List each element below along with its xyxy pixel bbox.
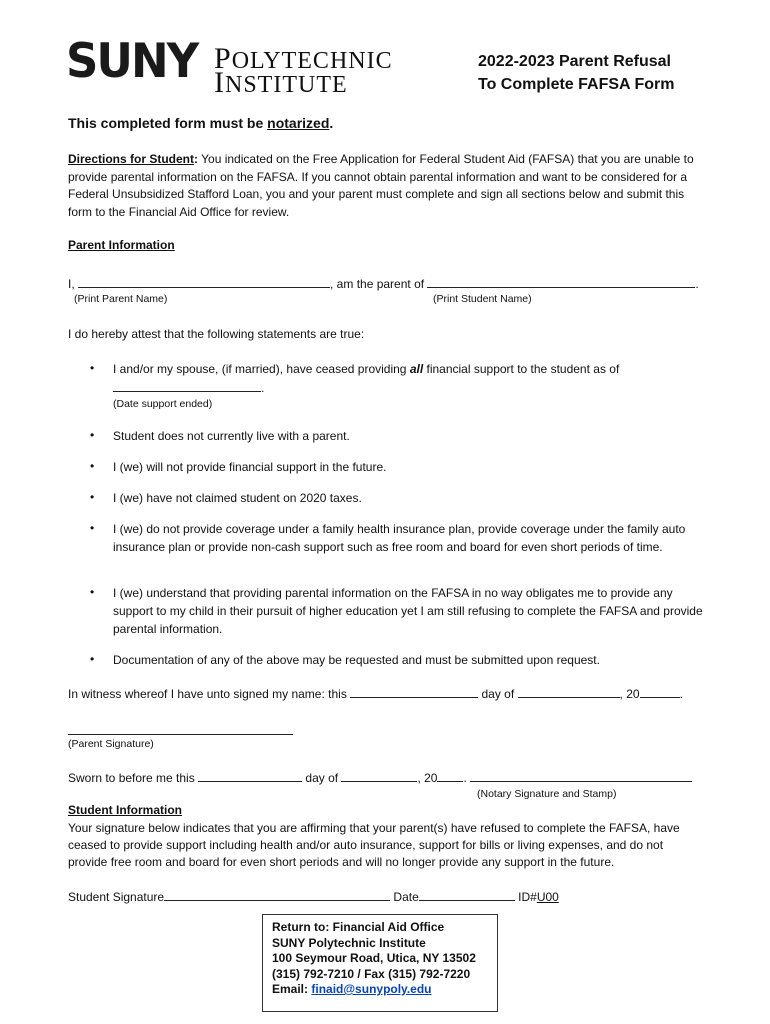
attest-text: I do hereby attest that the following statements are true: — [68, 327, 365, 341]
sworn-month-field[interactable] — [341, 770, 417, 782]
witness-day-of: day of — [481, 687, 515, 701]
form-title-line1: 2022-2023 Parent Refusal — [478, 53, 671, 70]
bullet-not-live: Student does not currently live with a parent. — [113, 429, 350, 443]
sworn-day-of: day of — [305, 771, 339, 785]
bullet-dot: • — [90, 490, 95, 504]
parent-signature-label: (Parent Signature) — [68, 738, 154, 750]
return-email-line — [272, 982, 488, 998]
logo-suny: SUNY — [66, 32, 198, 89]
id-label: ID# — [518, 890, 537, 904]
b1-pre: I and/or my spouse, (if married), have ceased providing — [113, 362, 410, 376]
bullet-dot: • — [90, 428, 95, 442]
sworn-year: , 20 — [417, 771, 438, 785]
date-label: Date — [393, 890, 419, 904]
sworn-line — [68, 770, 692, 785]
date-support-label: (Date support ended) — [113, 398, 213, 410]
sworn-comma: . — [463, 771, 467, 785]
notarized-notice — [68, 115, 333, 131]
return-to-box — [262, 914, 498, 1012]
sworn-year-field[interactable] — [437, 770, 463, 782]
return-line2: SUNY Polytechnic Institute — [272, 935, 426, 950]
logo-i: I — [214, 66, 225, 99]
b1-post: financial support to the student as of — [423, 362, 620, 376]
id-prefix: U00 — [536, 890, 559, 904]
bullet-not-claimed: I (we) have not claimed student on 2020 taxes. — [113, 491, 362, 505]
date-field[interactable] — [419, 889, 515, 901]
bullet-dot: • — [90, 652, 95, 666]
logo-line2-rest: NSTITUTE — [225, 72, 348, 98]
parent-line-period: . — [695, 277, 699, 291]
notarized-suffix: . — [329, 115, 334, 131]
directions-colon: : — [194, 152, 199, 166]
student-sig-label: Student Signature — [68, 890, 165, 904]
witness-end: . — [679, 687, 683, 701]
logo-institute — [214, 68, 348, 98]
witness-pre: In witness whereof I have unto signed my name: this — [68, 687, 347, 701]
parent-name-line — [68, 276, 699, 291]
parent-name-field[interactable] — [78, 276, 330, 288]
print-student-label: (Print Student Name) — [433, 293, 532, 305]
witness-day-field[interactable] — [350, 686, 478, 698]
bullet-dot: • — [90, 459, 95, 473]
return-line1: Return to: Financial Aid Office — [272, 920, 445, 934]
bullet-no-future-support: I (we) will not provide financial support in the future. — [113, 460, 387, 474]
directions-paragraph — [68, 151, 700, 221]
i-prefix: I, — [68, 277, 75, 291]
bullet-dot: • — [90, 361, 95, 375]
sworn-pre: Sworn to before me this — [68, 771, 195, 785]
witness-year-field[interactable] — [640, 686, 680, 698]
notarized-emph: notarized — [267, 115, 330, 131]
directions-label: Directions for Student — [68, 152, 195, 166]
witness-line — [68, 686, 683, 701]
bullet-understand: I (we) understand that providing parental information on the FAFSA in no way obligates me to provide any support to my child in their pursuit of higher education yet I am still refusing to complete the FAFSA and provide parental information. — [113, 586, 703, 636]
return-line3: 100 Seymour Road, Utica, NY 13502 — [272, 951, 476, 965]
form-title — [478, 50, 674, 96]
bullet-documentation: Documentation of any of the above may be requested and must be submitted upon request. — [113, 653, 600, 667]
id-field[interactable] — [537, 890, 687, 904]
bullet-no-coverage: I (we) do not provide coverage under a family health insurance plan, provide coverage under the family auto insurance plan or provide non-cash support such as free room and board for even short periods of time. — [113, 522, 686, 554]
email-link[interactable]: finaid@sunypoly.edu — [311, 982, 432, 996]
notary-label: (Notary Signature and Stamp) — [477, 788, 617, 800]
bullet-dot: • — [90, 521, 95, 535]
email-label: Email: — [272, 982, 312, 996]
b1-period: . — [261, 381, 265, 395]
notarized-prefix: This completed form must be — [68, 115, 268, 131]
witness-month-field[interactable] — [518, 686, 620, 698]
parent-signature-field[interactable] — [68, 722, 293, 735]
parent-info-heading: Parent Information — [68, 238, 175, 252]
bullet-support-ceased — [113, 360, 703, 378]
student-name-field[interactable] — [427, 276, 695, 288]
form-title-line2: To Complete FAFSA Form — [478, 76, 675, 93]
parent-of-text: , am the parent of — [330, 277, 425, 291]
logo-line1-rest: OLYTECHNIC — [231, 48, 393, 74]
date-support-line — [113, 380, 264, 395]
directions-text: You indicated on the Free Application for Federal Student Aid (FAFSA) that you are unable to provide parental information on the FAFSA. If you cannot obtain parental information and want to be considered for a Federal Unsubsidized Stafford Loan, you and your parent must complete and sign all sections below and submit this form to the Financial Aid Office for review. — [68, 152, 694, 219]
logo-p: P — [214, 42, 232, 75]
student-signature-line — [68, 889, 687, 904]
student-signature-field[interactable] — [164, 889, 390, 901]
date-support-field[interactable] — [113, 380, 261, 392]
sworn-day-field[interactable] — [198, 770, 302, 782]
student-info-heading: Student Information — [68, 803, 182, 817]
notary-signature-field[interactable] — [470, 770, 692, 782]
return-line4: (315) 792-7210 / Fax (315) 792-7220 — [272, 966, 471, 981]
b1-emph: all — [409, 362, 424, 376]
student-info-text: Your signature below indicates that you are affirming that your parent(s) have refused to complete the FAFSA, have ceased to provide support including health and/or auto insurance, support for bills or living expenses, and do not provide free room and board for even short periods and will no longer provide any support in the future. — [68, 821, 680, 869]
print-parent-label: (Print Parent Name) — [74, 293, 168, 305]
bullet-dot: • — [90, 585, 95, 599]
witness-year: , 20 — [619, 687, 640, 701]
